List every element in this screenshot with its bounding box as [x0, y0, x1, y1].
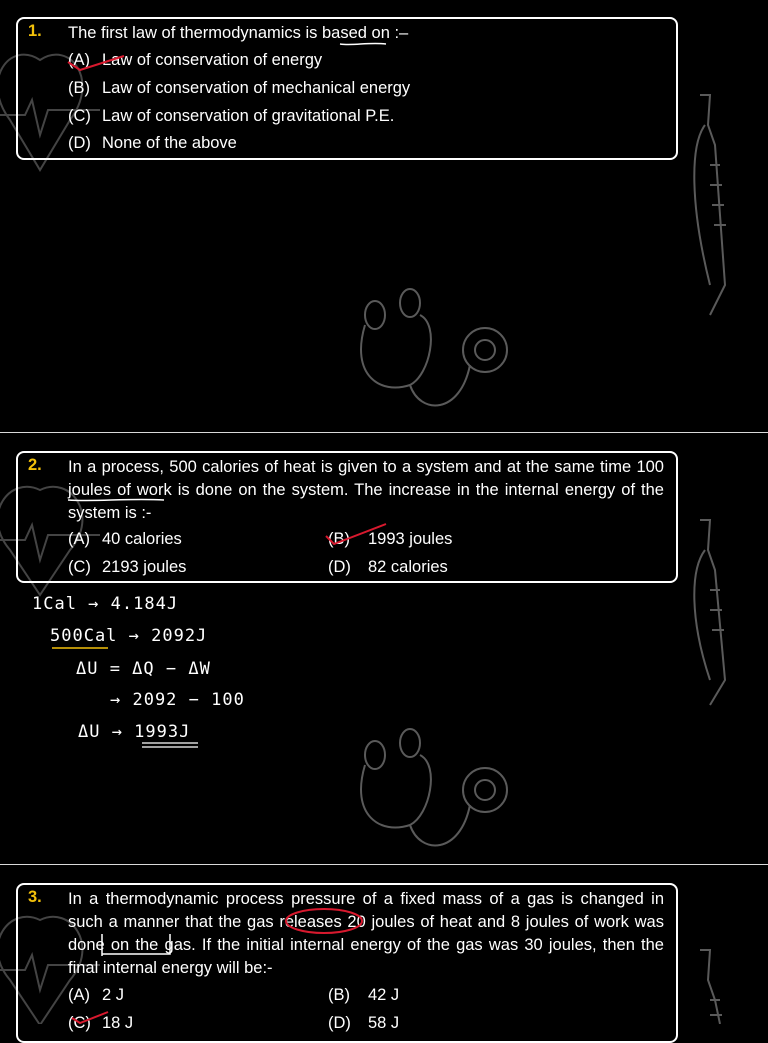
option-label: (C): [68, 107, 91, 125]
option-text: 18 J: [102, 1014, 134, 1032]
option-text: Law of conservation of energy: [102, 51, 323, 69]
option-label: (A): [68, 986, 90, 1004]
option-text: 58 J: [368, 1014, 400, 1032]
syringe-icon: [680, 510, 750, 710]
handwritten-step-2: 500Cal → 2092J: [50, 626, 208, 646]
option-label: (C): [68, 558, 91, 576]
question-text: In a process, 500 calories of heat is given to a system and at the same time 100 joules of work is done on the system. The increase in the internal energy of the system is :-: [68, 458, 664, 522]
stethoscope-icon: [350, 725, 520, 875]
option-label: (D): [328, 1014, 351, 1032]
question-card-2: [16, 451, 678, 583]
question-text: The first law of thermodynamics is based on :–: [68, 24, 409, 42]
handwritten-step-1: 1Cal → 4.184J: [32, 594, 179, 614]
question-number: 1.: [28, 22, 42, 40]
question-card-1: [16, 17, 678, 160]
syringe-icon: [680, 85, 750, 325]
option-b[interactable]: [328, 530, 452, 549]
option-text: 42 J: [368, 986, 400, 1004]
option-c[interactable]: [68, 558, 186, 577]
option-text: 2 J: [102, 986, 125, 1004]
option-a[interactable]: [68, 986, 124, 1005]
option-text: Law of conservation of mechanical energy: [102, 79, 411, 97]
option-text: 1993 joules: [368, 530, 453, 548]
option-c[interactable]: [68, 107, 394, 126]
option-label: (A): [68, 51, 90, 69]
option-d[interactable]: [328, 558, 448, 577]
question-card-3: [16, 883, 678, 1043]
option-a[interactable]: [68, 51, 322, 70]
option-text: 2193 joules: [102, 558, 187, 576]
handwritten-step-5: ΔU → 1993J: [78, 722, 191, 742]
option-label: (B): [328, 530, 350, 548]
option-text: 82 calories: [368, 558, 448, 576]
option-b[interactable]: [328, 986, 399, 1005]
slide-separator: [0, 432, 768, 433]
option-text: Law of conservation of gravitational P.E.: [102, 107, 395, 125]
question-number: 3.: [28, 888, 42, 906]
option-label: (B): [328, 986, 350, 1004]
option-label: (D): [328, 558, 351, 576]
option-label: (C): [68, 1014, 91, 1032]
slide-separator: [0, 864, 768, 865]
option-text: 40 calories: [102, 530, 182, 548]
stethoscope-icon: [350, 285, 520, 435]
option-b[interactable]: [68, 79, 410, 98]
option-label: (A): [68, 530, 90, 548]
option-text: None of the above: [102, 134, 237, 152]
syringe-icon: [680, 940, 750, 1024]
option-label: (B): [68, 79, 90, 97]
question-text: In a thermodynamic process pressure of a fixed mass of a gas is changed in such a manner that the gas releases 20 joules of heat and 8 joules of work was done on the gas. If the initial internal energy of the gas was 30 joules, then the final internal energy will be:-: [68, 890, 664, 977]
option-d[interactable]: [68, 134, 237, 153]
handwritten-step-3: ΔU = ΔQ − ΔW: [76, 659, 211, 679]
handwritten-step-4: → 2092 − 100: [110, 690, 245, 710]
question-number: 2.: [28, 456, 42, 474]
option-label: (D): [68, 134, 91, 152]
option-a[interactable]: [68, 530, 182, 549]
double-underline-annotation: [140, 741, 200, 749]
